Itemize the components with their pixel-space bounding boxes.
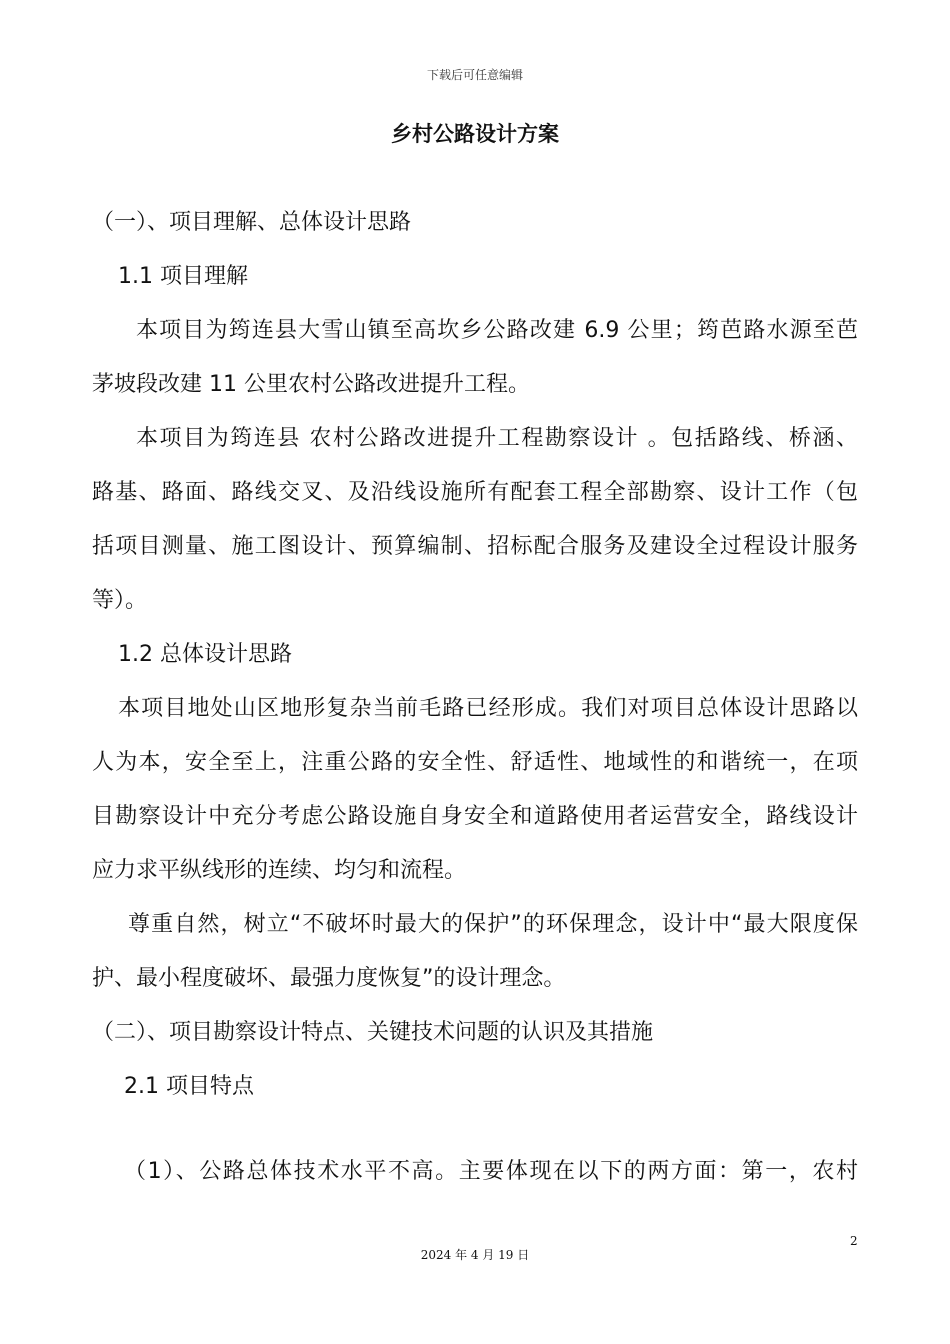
section-heading-1: （一）、项目理解、总体设计思路 bbox=[92, 210, 412, 235]
paragraph-line: 尊重自然，树立“不破坏时最大的保护”的环保理念，设计中“最大限度保 bbox=[128, 912, 858, 937]
subsection-heading-1-1: 1.1 项目理解 bbox=[118, 264, 248, 289]
paragraph-line: 等）。 bbox=[92, 588, 148, 613]
section-heading-2: （二）、项目勘察设计特点、关键技术问题的认识及其措施 bbox=[92, 1020, 654, 1045]
paragraph-line: 本项目地处山区地形复杂当前毛路已经形成。我们对项目总体设计思路以 bbox=[118, 696, 858, 721]
subsection-heading-2-1: 2.1 项目特点 bbox=[124, 1074, 254, 1099]
paragraph-line: 护、最小程度破坏、最强力度恢复”的设计理念。 bbox=[92, 966, 566, 991]
paragraph-line: 人为本，安全至上，注重公路的安全性、舒适性、地域性的和谐统一，在项 bbox=[92, 750, 858, 775]
page-header: 下载后可任意编辑 bbox=[426, 68, 523, 82]
document-title: 乡村公路设计方案 bbox=[391, 122, 559, 146]
paragraph-line: 本项目为筠连县大雪山镇至高坎乡公路改建 6.9 公里；筠芭路水源至芭 bbox=[136, 318, 858, 343]
paragraph-line: （1）、公路总体技术水平不高。主要体现在以下的两方面：第一，农村 bbox=[124, 1159, 858, 1184]
paragraph-line: 括项目测量、施工图设计、预算编制、招标配合服务及建设全过程设计服务 bbox=[92, 534, 858, 559]
page-number: 2 bbox=[850, 1234, 858, 1248]
paragraph-line: 应力求平纵线形的连续、均匀和流程。 bbox=[92, 858, 467, 883]
paragraph-line: 路基、路面、路线交叉、及沿线设施所有配套工程全部勘察、设计工作（包 bbox=[92, 480, 858, 505]
paragraph-line: 本项目为筠连县 农村公路改进提升工程勘察设计 。包括路线、桥涵、 bbox=[136, 426, 858, 451]
subsection-heading-1-2: 1.2 总体设计思路 bbox=[118, 642, 292, 667]
paragraph-line: 茅坡段改建 11 公里农村公路改进提升工程。 bbox=[92, 372, 530, 397]
paragraph-line: 目勘察设计中充分考虑公路设施自身安全和道路使用者运营安全，路线设计 bbox=[92, 804, 858, 829]
footer-date: 2024 年 4 月 19 日 bbox=[420, 1248, 530, 1262]
